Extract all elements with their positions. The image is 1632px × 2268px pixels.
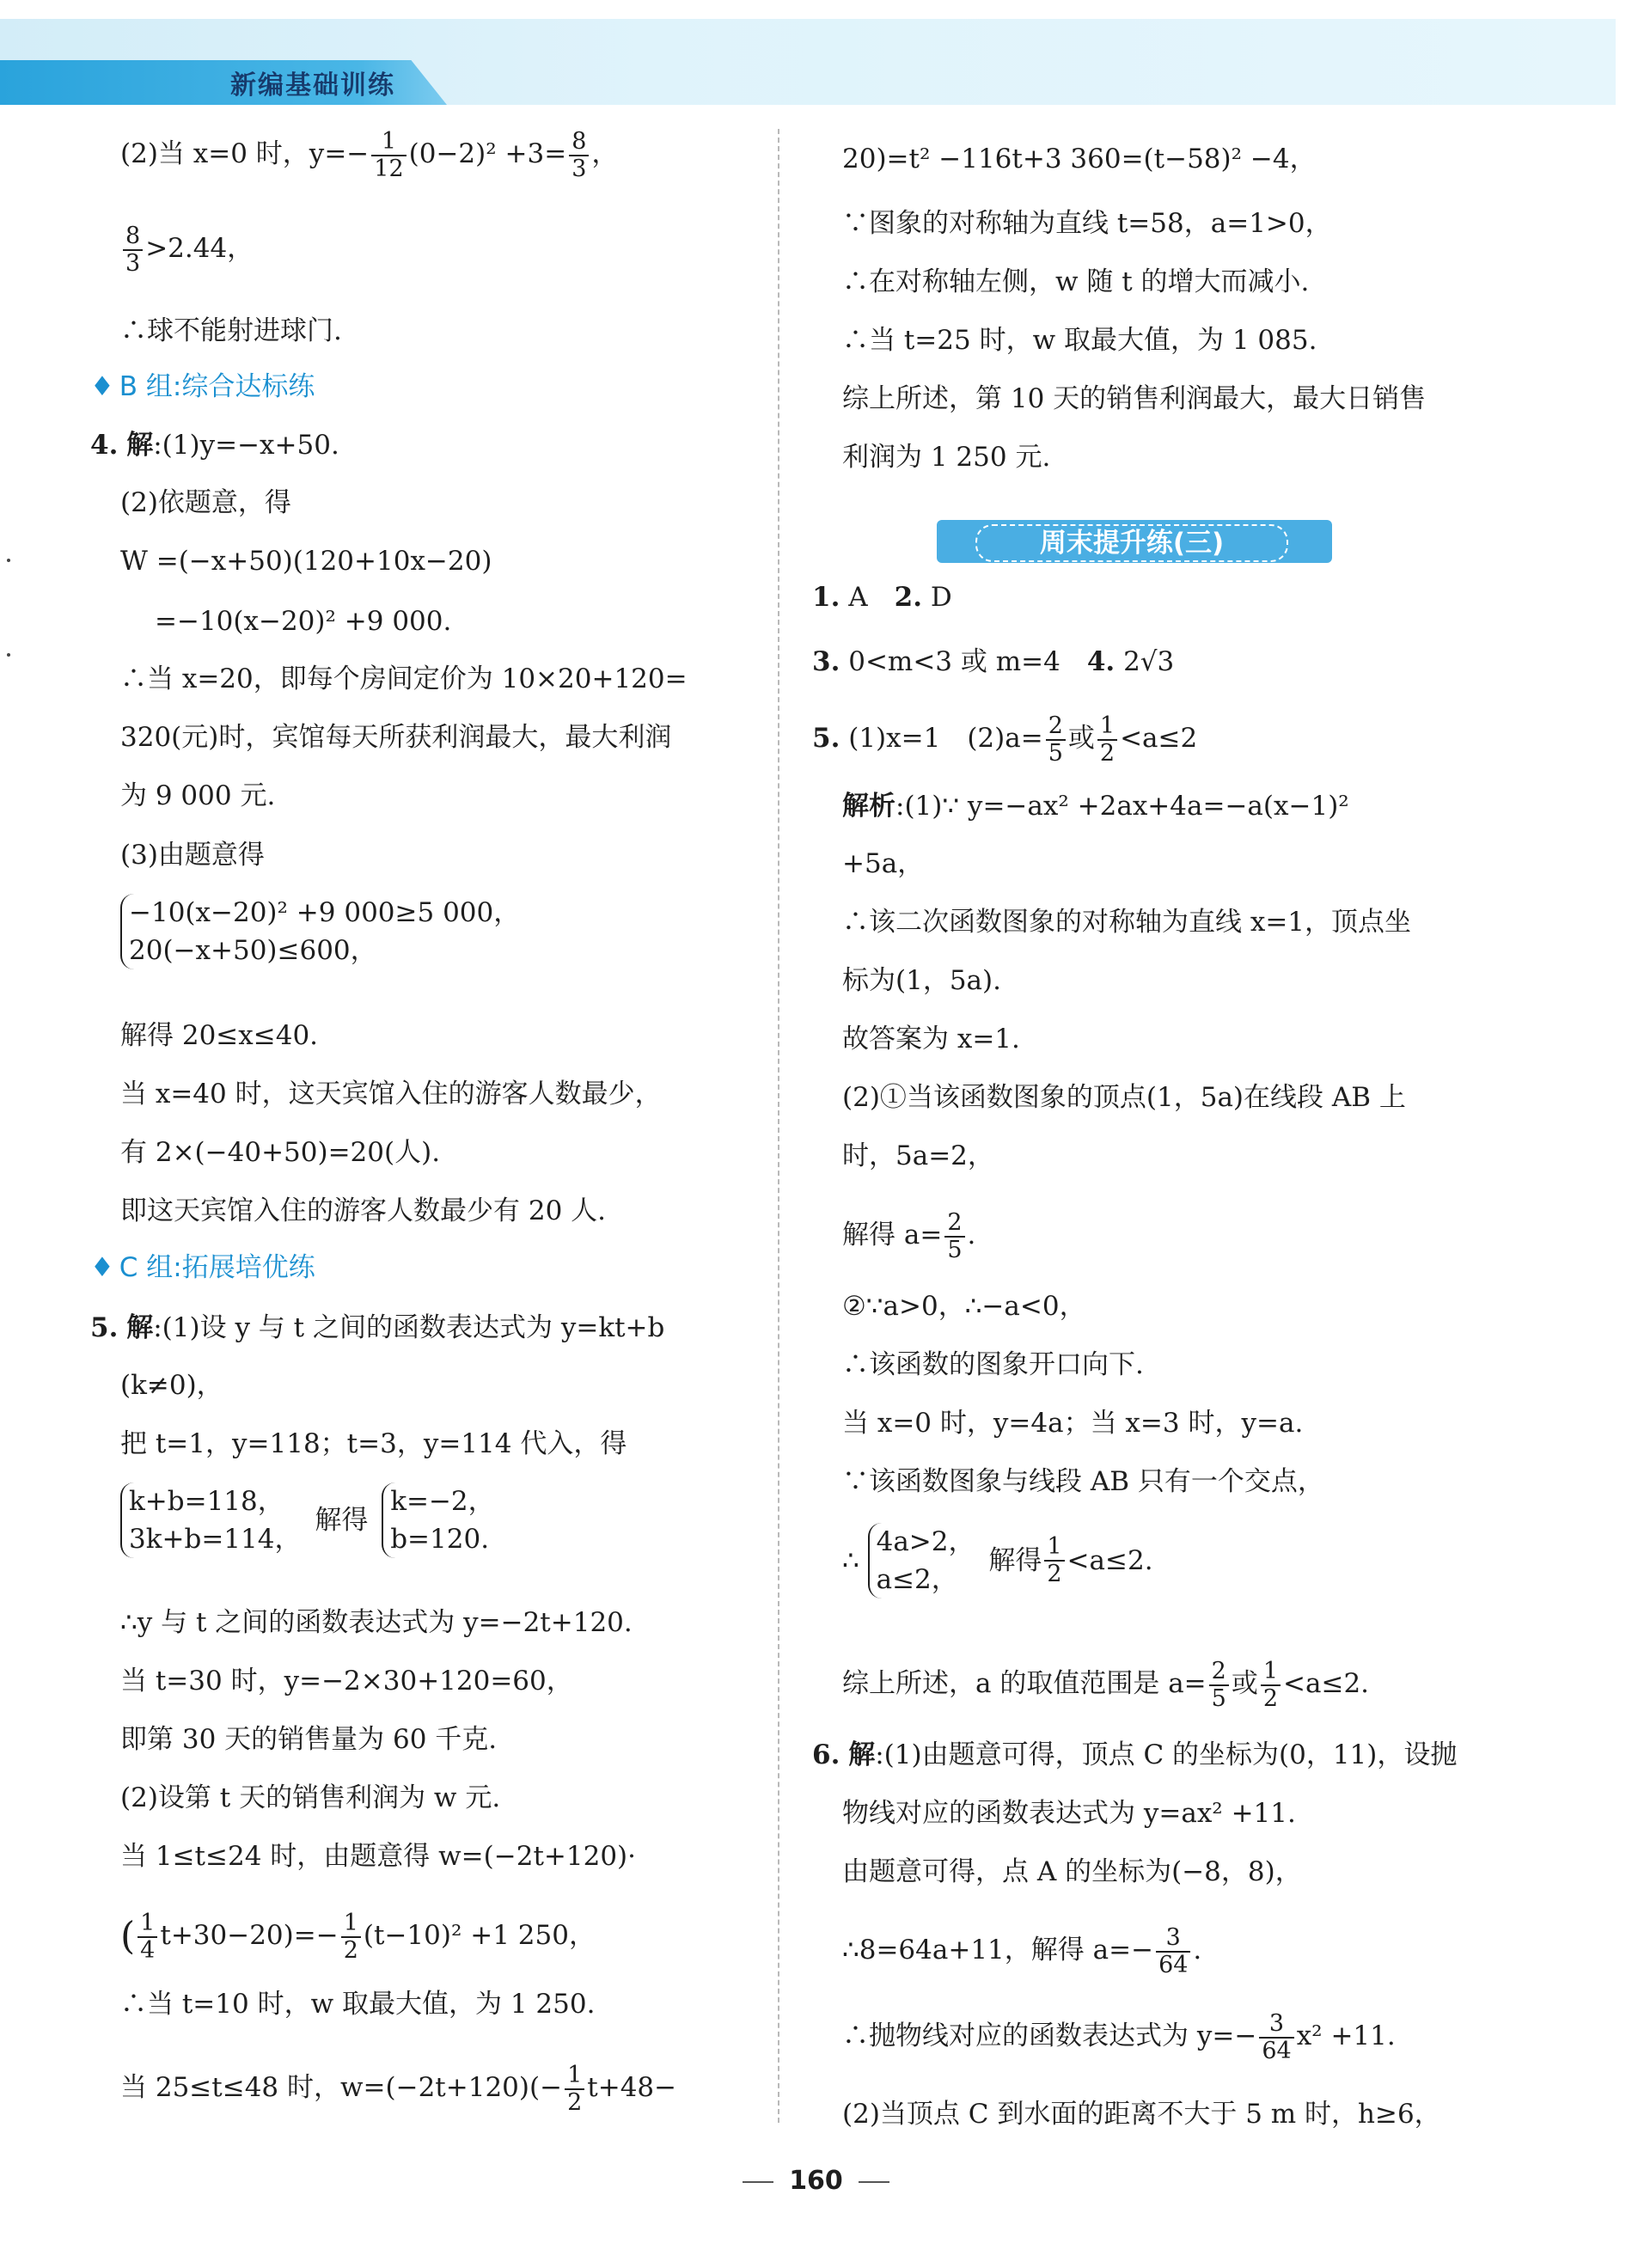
fraction: $\frac{2}{5}$ — [1046, 713, 1066, 766]
text-line: =−10(x−20)² +9 000. — [155, 606, 452, 637]
text-line: ∴当 x=20，即每个房间定价为 10×20+120= — [120, 663, 688, 694]
text-line: 由题意可得，点 A 的坐标为(−8，8)， — [842, 1856, 1302, 1887]
text-line: (k≠0)， — [120, 1370, 223, 1401]
text-line: 当 t=30 时，y=−2×30+120=60， — [120, 1666, 573, 1696]
text-line: 4. 解:(1)y=−x+50. — [90, 430, 339, 461]
equation-system: k+b=118， 3k+b=114， 解得 k=−2， b=120. — [120, 1482, 495, 1558]
text-line: 利润为 1 250 元. — [842, 442, 1051, 473]
fraction: $\frac{3}{64}$ — [1156, 1925, 1190, 1978]
margin-mark — [7, 653, 10, 657]
text-line: 5. 解:(1)设 y 与 t 之间的函数表达式为 y=kt+b — [90, 1312, 665, 1343]
diamond-icon: ♦ — [90, 371, 114, 402]
text-line: 为 9 000 元. — [120, 780, 276, 811]
fraction: $\frac{1}{2}$ — [1044, 1534, 1064, 1586]
fraction: $\frac{8}{3}$ — [569, 129, 589, 181]
fraction: $\frac{1}{12}$ — [371, 129, 406, 181]
text-line: (2)当顶点 C 到水面的距离不大于 5 m 时，h≥6， — [842, 2099, 1441, 2130]
fraction: $\frac{1}{4}$ — [138, 1910, 157, 1963]
equation-system — [120, 894, 520, 969]
text-line: 标为(1，5a). — [842, 965, 1001, 996]
text-line: 当 25≤t≤48 时，w=(−2t+120)(− $\frac{1}{2}$ t+48− — [120, 2062, 677, 2116]
section-heading-c: ♦ C 组:拓展培优练 — [90, 1252, 315, 1283]
text-line: 当 x=0 时，y=4a；当 x=3 时，y=a. — [842, 1408, 1304, 1439]
dash-line — [859, 2181, 889, 2183]
text-line: (2)当 x=0 时，y=− $\frac{1}{12}$ (0−2)² +3= $\frac{8}{3}$ ， — [120, 128, 619, 182]
text-line: (2)设第 t 天的销售利润为 w 元. — [120, 1782, 501, 1813]
text-line: 综上所述，a 的取值范围是 a= $\frac{2}{5}$ 或 $\frac{1}{2}$ <a≤2. — [842, 1658, 1370, 1712]
text-line: ∴y 与 t 之间的函数表达式为 y=−2t+120. — [120, 1607, 633, 1638]
text-line: ∴当 t=10 时，w 取最大值，为 1 250. — [120, 1989, 596, 2020]
fraction: $\frac{8}{3}$ — [123, 223, 143, 276]
brace: −10(x−20)² +9 000≥5 000， 20(−x+50)≤600， — [120, 894, 520, 969]
text-line: W =(−x+50)(120+10x−20) — [120, 546, 492, 577]
fraction: $\frac{1}{2}$ — [565, 2063, 584, 2115]
equation-system: ∴ 4a>2， a≤2， 解得 $\frac{1}{2}$ <a≤2. — [842, 1523, 1153, 1599]
text-line: 故答案为 x=1. — [842, 1024, 1020, 1055]
text-line: ∴球不能射进球门. — [120, 315, 342, 346]
text-line: ∴当 t=25 时，w 取最大值，为 1 085. — [842, 325, 1317, 356]
text-line: 解得 20≤x≤40. — [120, 1020, 319, 1051]
text-line: 当 x=40 时，这天宾馆入住的游客人数最少， — [120, 1079, 662, 1110]
page-number: 160 — [0, 2166, 1632, 2196]
text-line: ∴该函数的图象开口向下. — [842, 1349, 1144, 1380]
text-line: 时，5a=2， — [842, 1140, 994, 1171]
text-line: (3)由题意得 — [120, 840, 265, 871]
text-line: 解析:(1)∵ y=−ax² +2ax+4a=−a(x−1)² — [842, 791, 1349, 822]
diamond-icon: ♦ — [90, 1252, 114, 1283]
fraction: $\frac{2}{5}$ — [1209, 1659, 1229, 1711]
text-line: 物线对应的函数表达式为 y=ax² +11. — [842, 1798, 1296, 1829]
fraction: $\frac{1}{2}$ — [1097, 713, 1117, 766]
text-line: 解得 a= $\frac{2}{5}$ . — [842, 1209, 976, 1263]
text-line: 有 2×(−40+50)=20(人). — [120, 1137, 441, 1168]
text-line: 当 1≤t≤24 时，由题意得 w=(−2t+120)· — [120, 1841, 636, 1872]
answer-line: 5. (1)x=1 (2)a= $\frac{2}{5}$ 或 $\frac{1}{2}$ <a≤2 — [812, 712, 1198, 767]
text-line: ∴该二次函数图象的对称轴为直线 x=1，顶点坐 — [842, 907, 1412, 938]
text-line: ②∵a>0，∴−a<0， — [842, 1291, 1086, 1322]
text-line: 综上所述，第 10 天的销售利润最大，最大日销售 — [842, 383, 1427, 414]
text-line: +5a， — [842, 848, 925, 879]
text-line: ∴8=64a+11，解得 a=− $\frac{3}{64}$ . — [842, 1924, 1202, 1978]
fraction: $\frac{1}{2}$ — [1261, 1659, 1281, 1711]
text-line: 20)=t² −116t+3 360=(t−58)² −4， — [842, 144, 1317, 174]
brace: k+b=118， 3k+b=114， — [120, 1482, 301, 1558]
text-line: 即第 30 天的销售量为 60 千克. — [120, 1724, 498, 1755]
header-title: 新编基础训练 — [230, 70, 395, 101]
margin-mark — [7, 559, 10, 562]
fraction: $\frac{3}{64}$ — [1259, 2011, 1293, 2063]
text-line: ∵该函数图象与线段 AB 只有一个交点， — [842, 1466, 1324, 1497]
column-divider — [778, 129, 779, 2123]
section-banner-title: 周末提升练(三) — [975, 524, 1288, 562]
answer-line: 1. A 2. D — [812, 582, 952, 613]
text-line: (2)依题意，得 — [120, 487, 291, 518]
text-line: 把 t=1，y=118；t=3，y=114 代入，得 — [120, 1428, 627, 1459]
brace: k=−2， b=120. — [382, 1482, 494, 1558]
answer-line: 3. 0<m<3 或 m=4 4. 2√3 — [812, 646, 1175, 677]
fraction: $\frac{2}{5}$ — [944, 1210, 964, 1262]
text-line: 即这天宾馆入住的游客人数最少有 20 人. — [120, 1195, 607, 1226]
text-line: 6. 解:(1)由题意可得，顶点 C 的坐标为(0，11)，设抛 — [812, 1739, 1458, 1770]
text-line: ∵图象的对称轴为直线 t=58，a=1>0， — [842, 208, 1332, 239]
text-line: ∴在对称轴左侧，w 随 t 的增大而减小. — [842, 266, 1310, 297]
text-line: $\frac{8}{3}$ >2.44， — [120, 223, 254, 276]
brace: 4a>2， a≤2， — [868, 1523, 975, 1599]
dash-line — [743, 2181, 773, 2183]
text-line: ∴抛物线对应的函数表达式为 y=− $\frac{3}{64}$ x² +11. — [842, 2010, 1396, 2064]
fraction: $\frac{1}{2}$ — [341, 1910, 361, 1963]
text-line: (2)①当该函数图象的顶点(1，5a)在线段 AB 上 — [842, 1082, 1406, 1113]
section-heading-b: ♦ B 组:综合达标练 — [90, 371, 315, 402]
text-line: ( $\frac{1}{4}$ t+30−20)=− $\frac{1}{2}$ (t−10)² +1 250， — [120, 1910, 596, 1964]
text-line: 320(元)时，宾馆每天所获利润最大，最大利润 — [120, 722, 672, 753]
